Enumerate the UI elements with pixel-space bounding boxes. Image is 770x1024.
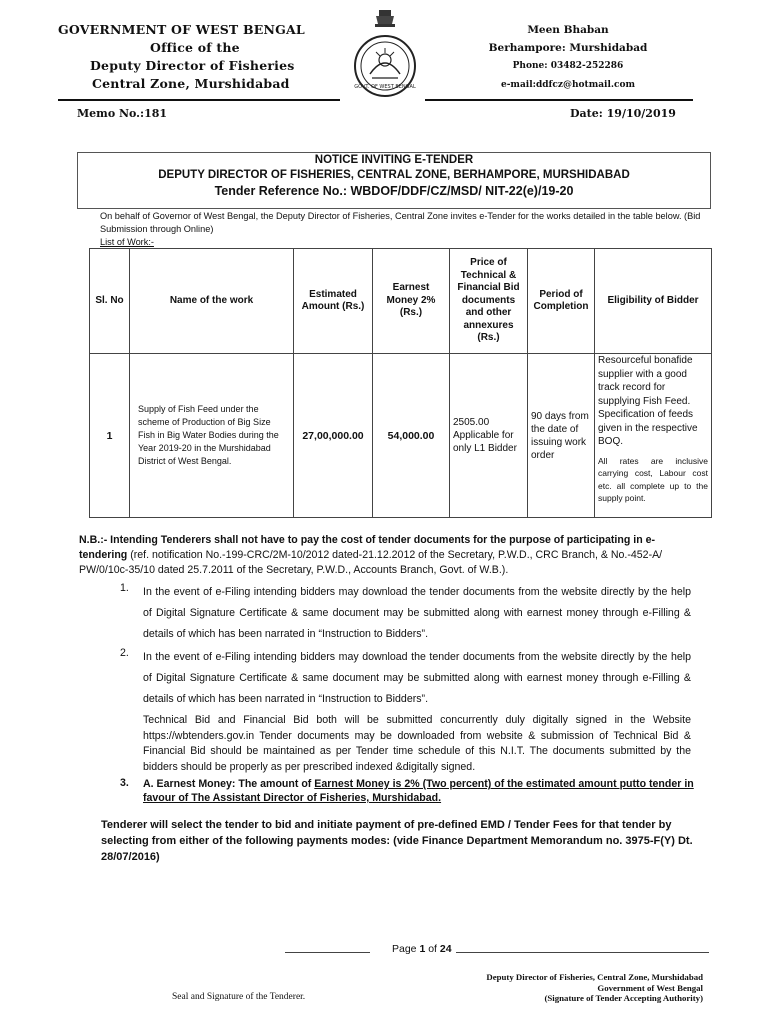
page-prefix: Page	[392, 943, 420, 955]
tenderer-paragraph: Tenderer will select the tender to bid and initiate payment of pre-defined EMD / Tender Fees for that tender by selecting from either of the following payments modes: (vide Finance Department Memorandum no. 3975-F(Y) Dt. 28/07/2016)	[101, 819, 693, 863]
list-heading: List of Work:-	[100, 237, 154, 247]
col-header-eligibility: Eligibility of Bidder	[595, 249, 712, 354]
notice-box	[77, 152, 711, 209]
header-address: Berhampore: Murshidabad	[488, 42, 648, 54]
works-table	[89, 248, 712, 518]
header-rule-right	[425, 99, 693, 101]
col-header-period: Period of Completion	[528, 249, 595, 354]
emblem-text: GOVT. OF WEST BENGAL	[354, 84, 416, 90]
col-header-price: Price of Technical & Financial Bid documents and other annexures (Rs.)	[450, 249, 528, 354]
header-email: e-mail:ddfcz@hotmail.com	[500, 80, 636, 90]
table-header-row	[90, 249, 712, 354]
cell-sl: 1	[90, 354, 130, 518]
memo-number: Memo No.:181	[77, 107, 168, 120]
page-of: of	[425, 943, 440, 955]
item-1-text: In the event of e-Filing intending bidders may download the tender documents from the website directly by the help of Digital Signature Certificate & same document may be submitted along with earnest money through e-Filling & details of which has been narrated in “Instruction to Bidders”.	[143, 586, 691, 640]
col-header-earnest: Earnest Money 2% (Rs.)	[373, 249, 450, 354]
item-3-lead: A. Earnest Money: The amount of	[143, 778, 315, 790]
authority-line-3: (Signature of Tender Accepting Authority)	[544, 993, 703, 1003]
item-3-number: 3.	[120, 777, 129, 789]
col-header-sl: Sl. No	[90, 249, 130, 354]
item-1-number: 1.	[120, 582, 129, 594]
footer-rule-right	[456, 952, 709, 953]
item-2-number: 2.	[120, 647, 129, 659]
cell-estimated: 27,00,000.00	[294, 354, 373, 518]
table-row	[90, 354, 712, 518]
header-govt: GOVERNMENT OF WEST BENGAL	[58, 22, 305, 37]
header-phone: Phone: 03482-252286	[512, 61, 624, 71]
memo-date: Date: 19/10/2019	[570, 107, 676, 120]
authority-line-2: Government of West Bengal	[597, 982, 703, 993]
cell-name: Supply of Fish Feed under the scheme of Production of Big Size Fish in Big Water Bodies during the Year 2019-20 in the Murshidabad District of West Bengal.	[130, 354, 294, 518]
nb-bold: N.B.:- Intending Tenderers shall not have to pay the cost of tender documents for the purpose of participating in e-tendering	[79, 534, 656, 561]
notice-title: NOTICE INVITING E-TENDER	[314, 154, 474, 166]
footer-rule-left	[285, 952, 370, 953]
item-2-text: In the event of e-Filing intending bidders may download the tender documents from the website directly by the help of Digital Signature Certificate & same document may be submitted along with earnest money through e-Filling & details of which has been narrated in “Instruction to Bidders”.	[143, 651, 691, 705]
nb-paragraph	[79, 533, 702, 578]
cell-eligibility	[595, 354, 712, 518]
cell-earnest: 54,000.00	[373, 354, 450, 518]
page-total: 24	[439, 943, 452, 955]
col-header-estimated: Estimated Amount (Rs.)	[294, 249, 373, 354]
eligibility-main: Resourceful bonafide supplier with a good track record for supplying Fish Feed. Specification of feeds given in the respective BOQ.	[598, 355, 698, 447]
header-building: Meen Bhaban	[527, 24, 609, 36]
tender-reference: Tender Reference No.: WBDOF/DDF/CZ/MSD/ NIT-22(e)/19-20	[214, 184, 574, 198]
header-office: Office of the	[150, 40, 240, 55]
page-indicator	[392, 943, 452, 955]
item-3-underlined: Earnest Money is 2% (Two percent) of the estimated amount putto tender in favour of The Assistant Director of Fisheries, Murshidabad.	[143, 778, 694, 804]
authority-line-1: Deputy Director of Fisheries, Central Zone, Murshidabad	[486, 972, 703, 982]
notice-subtitle: DEPUTY DIRECTOR OF FISHERIES, CENTRAL ZONE, BERHAMPORE, MURSHIDABAD	[158, 169, 630, 181]
state-emblem	[350, 8, 420, 108]
technical-paragraph: Technical Bid and Financial Bid both will be submitted concurrently duly digitally signed in the Website https://wbtenders.gov.in Tender documents may be downloaded from website & submission of Technical Bid & Financial Bid should be maintained as per Tender time schedule of this N.I.T. The documents submitted by the bidders should be properly as per prescribed indexed &digitally signed.	[143, 714, 691, 773]
cell-period: 90 days from the date of issuing work order	[528, 354, 595, 518]
tenderer-signature-label: Seal and Signature of the Tenderer.	[172, 992, 306, 1002]
header-zone: Central Zone, Murshidabad	[92, 76, 290, 91]
header-designation: Deputy Director of Fisheries	[90, 58, 295, 73]
col-header-name: Name of the work	[130, 249, 294, 354]
nb-rest: (ref. notification No.-199-CRC/2M-10/2012 dated-21.12.2012 of the Secretary, P.W.D., CRC Branch, & No.-452-A/ PW/0/10c-35/10 dated 25.7.2011 of the Secretary, P.W.D., Accounts Branch, Govt. of W.B.).	[79, 549, 663, 576]
page-number: 1	[419, 943, 426, 955]
authority-signature-block	[420, 972, 703, 1004]
item-3-text	[143, 777, 703, 805]
eligibility-note: All rates are inclusive carrying cost, Labour cost etc. all complete up to the supply point.	[598, 455, 708, 503]
header-rule-left	[58, 99, 340, 101]
cell-price: 2505.00 Applicable for only L1 Bidder	[450, 354, 528, 518]
intro-text: On behalf of Governor of West Bengal, the Deputy Director of Fisheries, Central Zone invites e-Tender for the works detailed in the table below. (Bid Submission through Online)	[100, 211, 701, 234]
